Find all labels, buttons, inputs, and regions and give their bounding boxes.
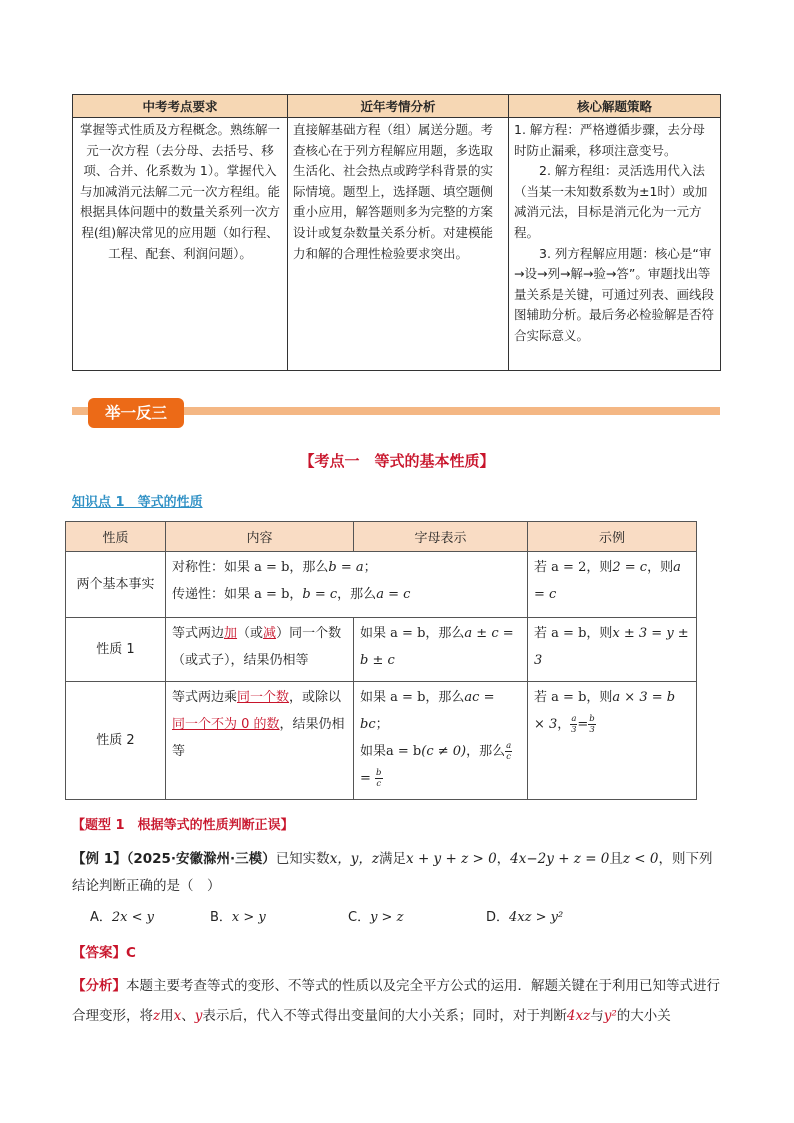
properties-row-basic-facts bbox=[66, 552, 697, 618]
strategy-step-2: 2. 解方程组：灵活选用代入法（当某一未知数系数为±1时）或加减消元法，目标是消元化为一元方程。 bbox=[514, 163, 708, 240]
property-2-example: 若 a = b，则a × 3 = b × 3， $\frac{a}{3}$ = $\frac{b}{3}$ bbox=[528, 682, 697, 800]
fraction-b-over-3: $\frac{b}{3}$ bbox=[589, 714, 595, 735]
property-1-content: 等式两边加（或减）同一个数（或式子），结果仍相等 bbox=[166, 618, 354, 682]
example-1 bbox=[72, 846, 720, 900]
property-1-example: 若 a = b，则x ± 3 = y ± 3 bbox=[528, 618, 697, 682]
answer-label: 【答案】 bbox=[72, 945, 126, 961]
option-a[interactable]: A．2x < y bbox=[90, 910, 155, 925]
answer-line bbox=[72, 941, 136, 961]
analysis-block bbox=[72, 971, 720, 1031]
answer-value: C bbox=[126, 945, 136, 961]
knowledge-point-title: 知识点 1 等式的性质 bbox=[72, 495, 203, 510]
strategy-header-analysis: 近年考情分析 bbox=[288, 95, 509, 118]
transitivity-line: 传递性：如果 a = b，b = c，那么a = c bbox=[172, 587, 411, 602]
example-1-text: 【例 1】（2025·安徽滁州·三模）已知实数x，y，z满足x + y + z > 0，4x−2y + z = 0且z < 0，则下列结论判断正确的是（ ） bbox=[72, 851, 713, 894]
strategy-requirements-cell: 掌握等式性质及方程概念。熟练解一元一次方程（去分母、去括号、移项、合并、化系数为 1）。掌握代入与加减消元法解二元一次方程组。能根据具体问题中的数量关系列一次方程(组)解决常见的应用题（如行程、工程、配套、利润问题）。 bbox=[73, 118, 288, 371]
row-label-property-1: 性质 1 bbox=[66, 618, 166, 682]
strategy-body-row bbox=[73, 118, 721, 371]
property-2-multiply: 如果 a = b，那么ac = bc； bbox=[360, 690, 495, 732]
property-2-content: 等式两边乘同一个数，或除以同一个不为 0 的数，结果仍相等 bbox=[166, 682, 354, 800]
properties-row-property-2 bbox=[66, 682, 697, 800]
row-label-property-2: 性质 2 bbox=[66, 682, 166, 800]
strategy-header-strategy: 核心解题策略 bbox=[509, 95, 721, 118]
properties-header-content: 内容 bbox=[166, 522, 354, 552]
option-d[interactable]: D．4xz > y² bbox=[486, 910, 564, 925]
question-type-title: 【题型 1 根据等式的性质判断正误】 bbox=[72, 818, 294, 833]
strategy-step-3: 3. 列方程解应用题：核心是“审→设→列→解→验→答”。审题找出等量关系是关键，可通过列表、画线段图辅助分析。最后务必检验解是否符合实际意义。 bbox=[514, 245, 715, 343]
property-2-divide-result: = $\frac{b}{c}$ bbox=[360, 768, 382, 789]
properties-header-row bbox=[66, 522, 697, 552]
properties-header-example: 示例 bbox=[528, 522, 697, 552]
basic-facts-content bbox=[166, 552, 528, 618]
strategy-strategy-cell bbox=[509, 118, 721, 371]
strategy-analysis-text: 直接解基础方程（组）属送分题。考查核心在于列方程解应用题，多选取生活化、社会热点或跨学科背景的实际情境。题型上，选择题、填空题侧重小应用，解答题则多为完整的方案设计或复杂数量关系分析。对建模能力和解的合理性检验要求突出。 bbox=[293, 122, 494, 261]
strategy-table bbox=[72, 94, 721, 371]
analysis-text: 【分析】本题主要考查等式的变形、不等式的性质以及完全平方公式的运用．解题关键在于利用已知等式进行合理变形，将z用x、y表示后，代入不等式得出变量间的大小关系；同时，对于判断4xz与y²的大小关 bbox=[72, 978, 720, 1024]
strategy-analysis-cell bbox=[288, 118, 509, 371]
strategy-header-row bbox=[73, 95, 721, 118]
properties-table bbox=[65, 521, 697, 800]
basic-facts-example: 若 a = 2，则2 = c，则a = c bbox=[528, 552, 697, 618]
option-b[interactable]: B．x > y bbox=[210, 910, 266, 925]
answer-options bbox=[90, 906, 720, 936]
fraction-b-over-c: $\frac{b}{c}$ bbox=[376, 768, 382, 789]
symmetry-line: 对称性：如果 a = b，那么b = a； bbox=[172, 560, 377, 575]
strategy-header-requirements: 中考考点要求 bbox=[73, 95, 288, 118]
properties-row-property-1 bbox=[66, 618, 697, 682]
row-label-basic-facts: 两个基本事实 bbox=[66, 552, 166, 618]
strategy-step-1: 1. 解方程：严格遵循步骤，去分母时防止漏乘，移项注意变号。 bbox=[514, 122, 705, 158]
banner-title: 举一反三 bbox=[88, 398, 184, 428]
option-c[interactable]: C．y > z bbox=[348, 910, 404, 925]
kaodian-title: 【考点一 等式的基本性质】 bbox=[299, 452, 495, 470]
properties-header-name: 性质 bbox=[66, 522, 166, 552]
property-2-divide: 如果a = b(c ≠ 0)，那么 $\frac{a}{c}$ bbox=[360, 741, 512, 762]
property-1-letters: 如果 a = b，那么a ± c = b ± c bbox=[354, 618, 528, 682]
property-2-letters bbox=[354, 682, 528, 800]
fraction-a-over-c: $\frac{a}{c}$ bbox=[506, 741, 512, 762]
fraction-a-over-3: $\frac{a}{3}$ bbox=[571, 714, 577, 735]
properties-header-letters: 字母表示 bbox=[354, 522, 528, 552]
